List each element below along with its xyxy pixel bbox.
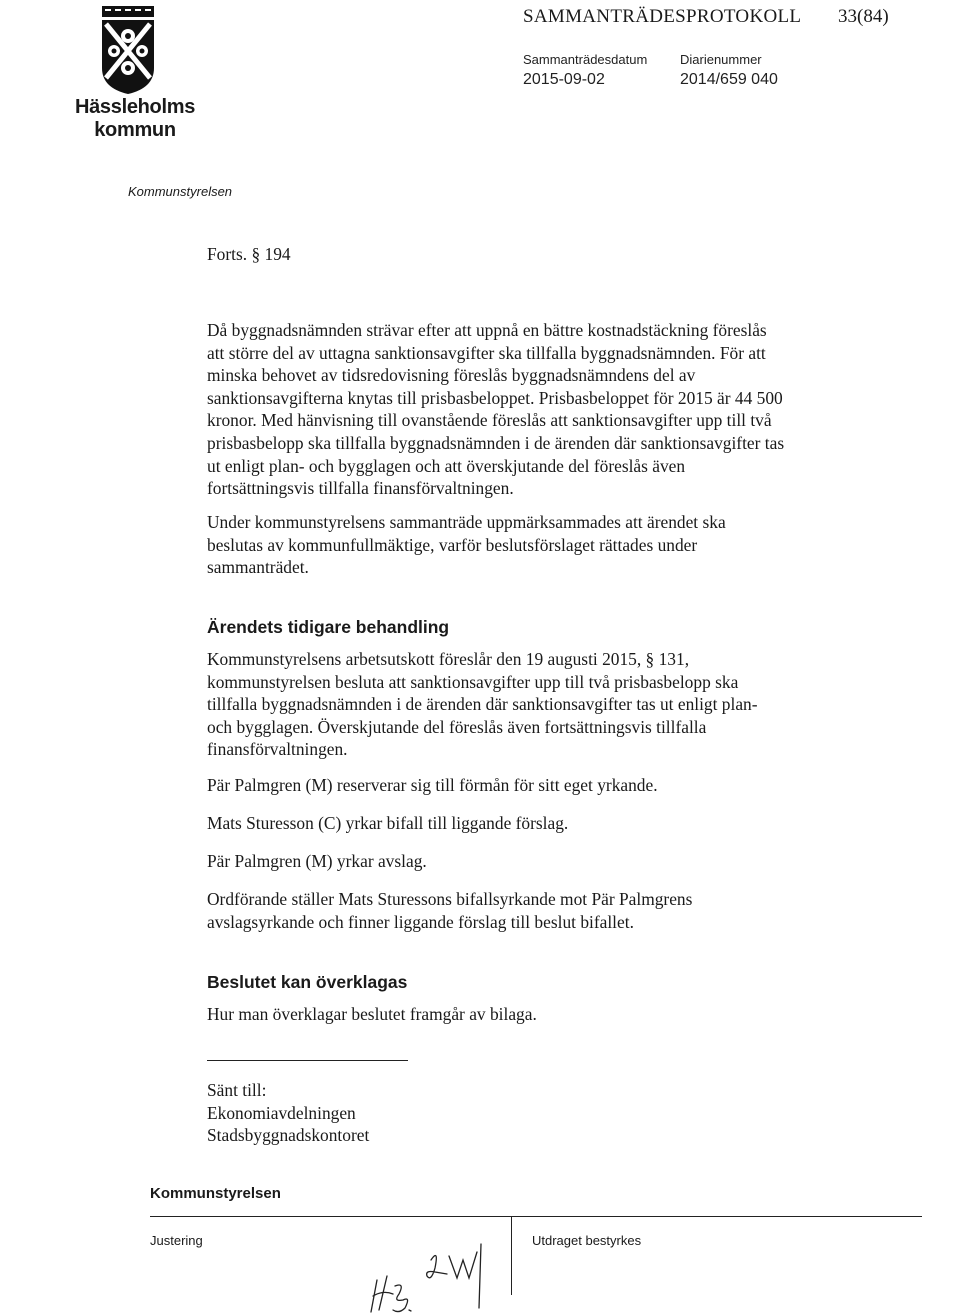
diary-number-value: 2014/659 040 <box>680 71 778 88</box>
text-line: sanktionsavgifterna knytas till prisbasbeloppet. Prisbasbeloppet för 2015 är 44 500 <box>207 387 783 408</box>
text-line: tillfalla byggnadsnämnden i de ärenden där sanktionsavgifter tas ut enligt plan- <box>207 694 758 715</box>
footer-certified-label: Utdraget bestyrkes <box>532 1233 642 1248</box>
heading-previous-handling: Ärendets tidigare behandling <box>207 617 450 637</box>
text-line: Under kommunstyrelsens sammanträde uppmärksammades att ärendet ska <box>207 512 726 532</box>
paragraph-background <box>207 319 817 500</box>
text-line: att större del av uttagna sanktionsavgifter ska tillfalla byggnadsnämnden. För att <box>207 342 766 363</box>
sent-to-list <box>207 1079 817 1147</box>
organization-name <box>60 96 210 142</box>
footer-adjustment-label: Justering <box>150 1233 203 1248</box>
document-title: SAMMANTRÄDESPROTOKOLL <box>523 6 802 27</box>
diary-number-label: Diarienummer <box>680 52 762 67</box>
paragraph-motion-reject: Pär Palmgren (M) yrkar avslag. <box>207 851 427 871</box>
footer-divider <box>150 1216 922 1217</box>
paragraph-motion-approve: Mats Sturesson (C) yrkar bifall till liggande förslag. <box>207 813 569 833</box>
text-line: Kommunstyrelsens arbetsutskott föreslår den 19 augusti 2015, § 131, <box>207 649 690 669</box>
handwritten-initials-signature <box>365 1238 500 1313</box>
meeting-date-label: Sammanträdesdatum <box>523 52 648 67</box>
paragraph-meeting-note <box>207 511 817 579</box>
text-line: kronor. Med hänvisning till ovanstående föreslås att sanktionsavgifter upp till två <box>207 410 772 431</box>
text-line: fortsättningsvis tillfalla finansförvaltningen. <box>207 478 514 499</box>
text-line: och bygglagen. Överskjutande del föreslås även fortsättningsvis tillfalla <box>207 716 707 737</box>
text-line: Ordförande ställer Mats Sturessons bifallsyrkande mot Pär Palmgrens <box>207 889 693 909</box>
department-name: Kommunstyrelsen <box>128 184 233 199</box>
paragraph-appeal: Hur man överklagar beslutet framgår av bilaga. <box>207 1004 537 1024</box>
sent-to-recipient: Ekonomiavdelningen <box>207 1102 356 1123</box>
text-line: sammanträdet. <box>207 557 309 578</box>
sent-to-label: Sänt till: <box>207 1080 267 1100</box>
footer-column-divider <box>511 1217 512 1295</box>
organization-name-line-2: kommun <box>94 119 176 141</box>
section-reference: Forts. § 194 <box>207 244 291 264</box>
paragraph-previous-handling <box>207 648 817 761</box>
sent-to-recipient: Stadsbyggnadskontoret <box>207 1125 370 1146</box>
text-line: kommunstyrelsen besluta att sanktionsavgifter upp till två prisbasbelopp ska <box>207 671 739 692</box>
footer-organization: Kommunstyrelsen <box>150 1185 281 1202</box>
heading-appeal: Beslutet kan överklagas <box>207 972 408 992</box>
text-line: Då byggnadsnämnden strävar efter att uppnå en bättre kostnadstäckning föreslås <box>207 320 767 340</box>
text-line: avslagsyrkande och finner liggande förslag till beslut bifallet. <box>207 911 634 932</box>
divider-line <box>207 1060 408 1061</box>
text-line: minska behovet av tidsredovisning föreslås byggnadsnämndens del av <box>207 365 696 386</box>
municipal-coat-of-arms-logo <box>96 6 160 96</box>
text-line: prisbasbelopp ska tillfalla byggnadsnämnden i de ärenden där sanktionsavgifter tas <box>207 432 785 453</box>
page-number: 33(84) <box>838 6 889 27</box>
paragraph-reservation: Pär Palmgren (M) reserverar sig till förmån för sitt eget yrkande. <box>207 775 658 795</box>
meeting-date-value: 2015-09-02 <box>523 71 605 88</box>
text-line: finansförvaltningen. <box>207 739 348 760</box>
organization-name-line-1: Hässleholms <box>74 96 196 118</box>
text-line: beslutas av kommunfullmäktige, varför beslutsförslaget rättades under <box>207 534 698 555</box>
text-line: ut enligt plan- och bygglagen och att överskjutande del föreslås även <box>207 455 686 476</box>
paragraph-chair-decision <box>207 888 817 933</box>
